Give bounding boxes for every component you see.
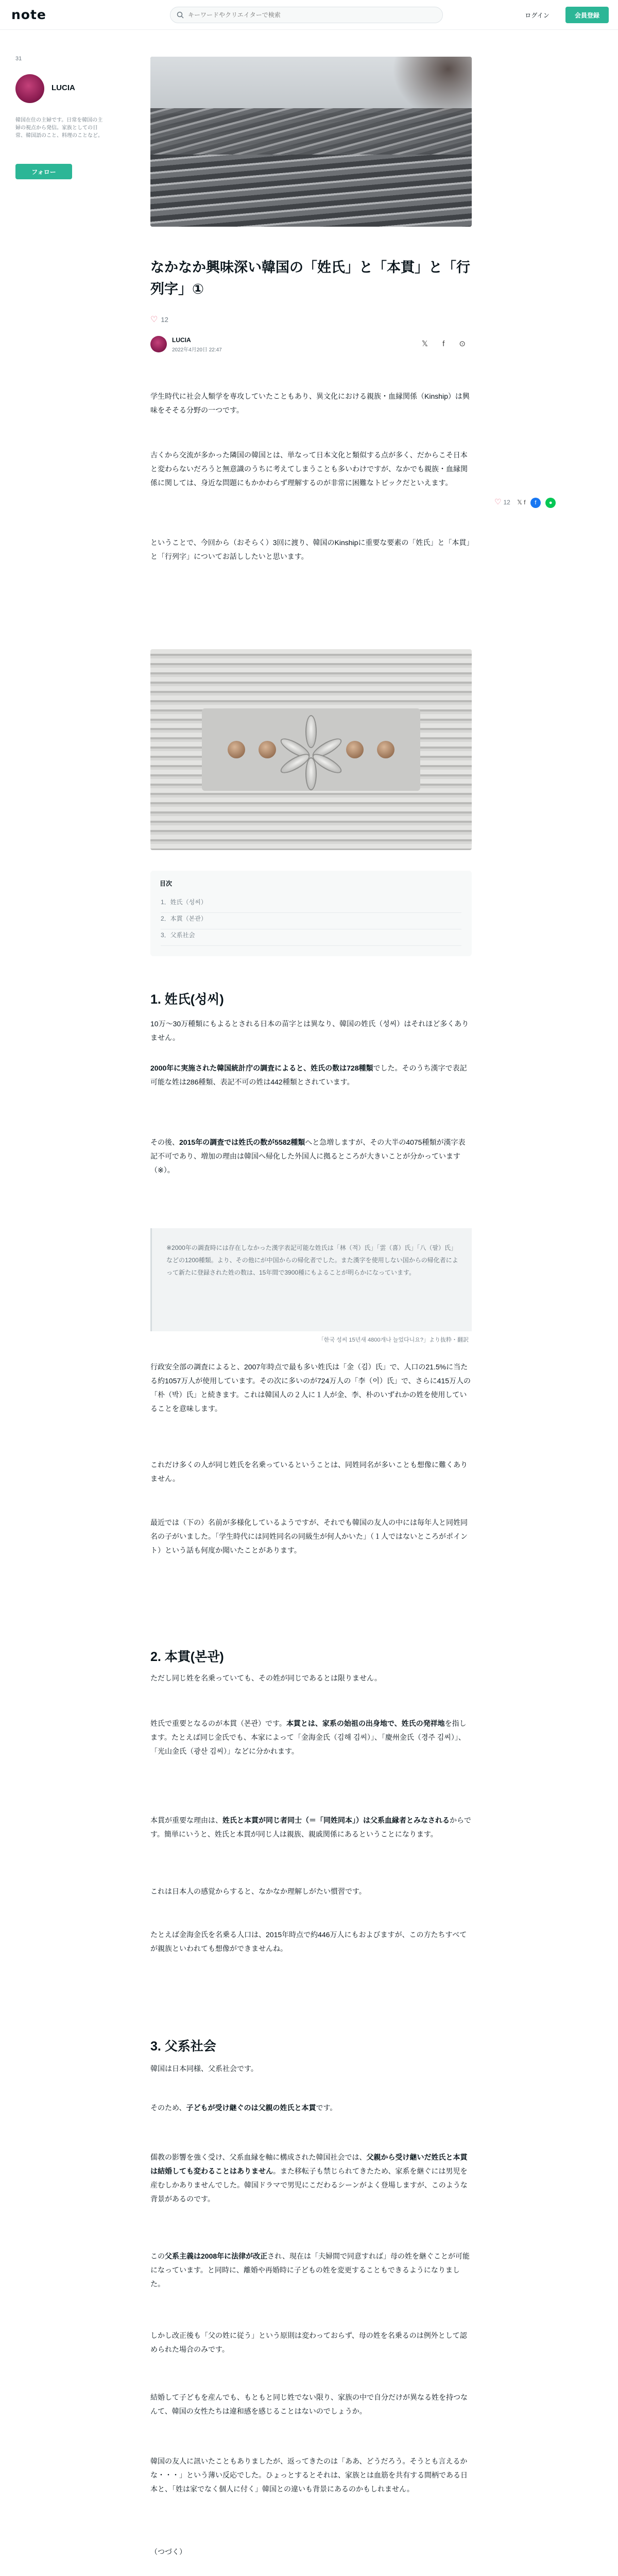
float-like-count: 12 — [503, 499, 510, 506]
bold-text: 父系主義は2008年に法律が改正 — [165, 2252, 268, 2260]
heart-icon[interactable]: ♡ — [150, 315, 158, 324]
line-icon[interactable]: ● — [545, 498, 556, 508]
text: からです。簡単にいうと、姓氏と本貫が同じ人は親族、親戚関係にあるということになります。 — [150, 1816, 471, 1838]
author-sidebar — [15, 56, 129, 176]
intro-paragraph: ということで、今回から（おそらく）3回に渡り、韓国のKinshipに重要な要素の「姓氏」と「本貫」と「行列字」についてお話ししたいと思います。 — [150, 538, 470, 561]
section-heading: 3. 父系社会 — [150, 2039, 216, 2054]
facebook-icon[interactable]: f — [530, 498, 541, 508]
bold-text: 2000年に実施された韓国統計庁の調査によると、姓氏の数は728種類 — [150, 1064, 373, 1072]
search-icon — [177, 11, 184, 19]
section-heading: 2. 本貫(본관) — [150, 1650, 224, 1664]
intro-paragraph: 古くから交流が多かった隣国の韓国とは、単なって日本文化と類似する点が多く、だからこそ日本と変わらないだろうと無意識のうちに考えてしまうことも多いわけですが、なかでも親族・血縁関係に関しては、身近な問題にもかかわらず理解するのが非常に困難なトピックだといえます。 — [150, 451, 468, 487]
note-logo[interactable]: note — [11, 7, 46, 22]
float-share-icons[interactable]: 𝕏 f — [517, 499, 526, 506]
text: でした。そのうち漢字で表記可能な姓は286種類、表記不可の姓は442種類とされています。 — [150, 1064, 467, 1086]
toc-item[interactable]: 1．姓氏（성씨） — [161, 897, 461, 913]
author-bio: 韓国在住の主婦です。日常を韓国の主婦の視点から発信。家族としての日常、韓国語のこと、料理のことなど。 — [15, 117, 103, 139]
paragraph: 10万～30万種類にもよるとされる日本の苗字とは異なり、韓国の姓氏（성씨）はそれほど多くありません。 — [150, 1020, 469, 1042]
quote-source[interactable]: 「한국 성씨 15년새 4800개나 늘었다니요?」より抜粋・翻訳 — [318, 1337, 469, 1343]
paragraph: ただし同じ姓を名乗っていても、その姓が同じであるとは限りません。 — [150, 1674, 382, 1682]
hero-image — [150, 57, 472, 227]
section-heading: 1. 姓氏(성씨) — [150, 992, 224, 1007]
blockquote — [150, 1228, 472, 1343]
search-input[interactable] — [188, 7, 435, 23]
text: そのため、 — [150, 2104, 186, 2112]
like-count: 12 — [161, 316, 168, 324]
paragraph: これは日本人の感覚からすると、なかなか理解しがたい慣習です。 — [150, 1887, 366, 1895]
text: へと急増しますが、その大半の4075種類が漢字表記不可であり、増加の理由は韓国へ帰化した外国人に拠るところが大きいことが分かっています（※）。 — [150, 1138, 466, 1174]
site-header — [0, 0, 618, 30]
paragraph — [150, 1717, 472, 1758]
sidebar-tag: 31 — [15, 56, 22, 62]
article-image — [150, 649, 472, 850]
paragraph — [150, 1814, 472, 1841]
signup-button[interactable]: 会員登録 — [565, 7, 609, 23]
intro-paragraph: 学生時代に社会人類学を専攻していたこともあり、異文化における親族・血縁関係（Kinship）は興味をそそる分野の一つです。 — [150, 392, 470, 414]
text: です。 — [316, 2104, 337, 2112]
table-of-contents — [150, 871, 472, 956]
paragraph: 行政安全部の調査によると、2007年時点で最も多い姓氏は「金（김）氏」で、人口の21.5%に当たる約1057万人が使用しています。その次に多いのが724万人の「李（이）氏」で、さらに415万人の「朴（박）氏」と続きます。これは韓国人の２人に１人が金、李、朴のいずれかの姓を使用していることを意味します。 — [150, 1363, 471, 1413]
paragraph: 韓国の友人に訊いたこともありましたが、返ってきたのは「ああ、どうだろう。そうとも言えるかな・・・」という薄い反応でした。ひょっとするとそれは、家族とは血筋を共有する間柄である日本と、「姓は家でなく個人に付く」韓国との違いも背景にあるのかもしれません。 — [150, 2457, 468, 2493]
toc-item[interactable]: 2．本貫（본관） — [161, 914, 461, 929]
article-meta — [150, 335, 472, 355]
paragraph: 最近では（下の）名前が多様化しているようですが、それでも韓国の友人の中には毎年人と同姓同名の子がいました。「学生時代には同姓同名の同級生が何人かいた」（１人ではないところがポイント）という話も何度か聞いたことがあります。 — [150, 1518, 468, 1554]
paragraph: 結婚して子どもを産んでも、もともと同じ姓でない限り、家族の中で自分だけが異なる姓を持つなんて、韓国の女性たちは違和感を感じることはないのでしょうか。 — [150, 2393, 468, 2415]
bold-text: 本貫とは、家系の始祖の出身地で、姓氏の発祥地 — [286, 1719, 445, 1727]
paragraph — [150, 2150, 472, 2206]
text: を指します。たとえば同じ金氏でも、本家によって「金海金氏（김해 김씨）」、「慶州金氏（경주 김씨）」、「光山金氏（광산 김씨）」などに分かれます。 — [150, 1719, 467, 1755]
author-name[interactable]: LUCIA — [52, 83, 75, 92]
text: 本貫が重要な理由は、 — [150, 1816, 222, 1824]
paragraph: しかし改正後も「父の姓に従う」という原則は変わっておらず、母の姓を名乗るのは例外として認められた場合のみです。 — [150, 2331, 467, 2353]
author-avatar[interactable] — [15, 74, 44, 103]
bold-text: 子どもが受け継ぐのは父親の姓氏と本貫 — [186, 2104, 316, 2112]
publish-date: 2022年4月20日 22:47 — [172, 347, 222, 353]
paragraph: これだけ多くの人が同じ姓氏を名乗っているということは、同姓同名が多いことも想像に難くありません。 — [150, 1461, 468, 1483]
heart-icon[interactable]: ♡ — [494, 498, 502, 506]
text: 儒教の影響を強く受け、父系血縁を軸に構成された韓国社会では、 — [150, 2153, 367, 2161]
text: 。また移転子も禁じられてきたため、家系を継ぐには男児を産むしかありませんでした。韓国ドラマで男児にこだわるシーンがよく登場しますが、このような背景があるのです。 — [150, 2167, 468, 2203]
author-avatar-small[interactable] — [150, 336, 167, 352]
paragraph — [150, 1136, 472, 1177]
toc-item[interactable]: 3．父系社会 — [161, 930, 461, 946]
search-box[interactable] — [170, 7, 443, 23]
paragraph — [150, 2249, 472, 2291]
text: され、現在は「夫婦間で同意すれば」母の姓を継ぐことが可能になっています。と同時に、離婚や再婚時に子どもの姓を変更することもできるようになりました。 — [150, 2252, 470, 2288]
share-icons[interactable]: 𝕏 f ⊙ — [421, 340, 472, 348]
paragraph: 韓国は日本同様、父系社会です。 — [150, 2064, 258, 2073]
text: その後、 — [150, 1138, 179, 1146]
paragraph: たとえば金海金氏を名乗る人口は、2015年時点で約446万人にもおよびますが、この方たちすべてが親族といわれても想像ができませんね。 — [150, 1930, 467, 1953]
toc-header[interactable]: 目次 — [160, 880, 173, 887]
paragraph — [150, 1061, 472, 1089]
paragraph: （つづく） — [150, 2548, 186, 2556]
login-button[interactable]: ログイン — [517, 8, 557, 22]
text: この — [150, 2252, 165, 2260]
article-title: なかなか興味深い韓国の「姓氏」と「本貫」と「行列字」① — [150, 260, 470, 297]
quote-text: ※2000年の調査時には存在しなかった漢字表記可能な姓氏は「林（적）氏」「雲（喜）氏」「八（팔）氏」などの1200種類。より、その他にが中国からの帰化者でした。また漢字を使用しない国からの帰化者によって新たに登録された姓の数は、15年間で3900種にもよることが明らかになっています。 — [166, 1244, 458, 1276]
bold-text: 姓氏と本貫が同じ者同士（＝「同姓同本」）は父系血縁者とみなされる — [222, 1816, 450, 1824]
text: 姓氏で重要となるのが本貫（본관）です。 — [150, 1719, 286, 1727]
follow-button[interactable]: フォロー — [15, 164, 72, 179]
floating-reactions — [494, 497, 608, 513]
bold-text: 2015年の調査では姓氏の数が5582種類 — [179, 1138, 305, 1146]
paragraph — [150, 2101, 472, 2115]
like-top — [150, 314, 168, 325]
author-name-small[interactable]: LUCIA — [172, 336, 191, 344]
bold-text: 父親から受け継いだ姓氏と本貫は結婚しても変わることはありません — [150, 2153, 468, 2175]
